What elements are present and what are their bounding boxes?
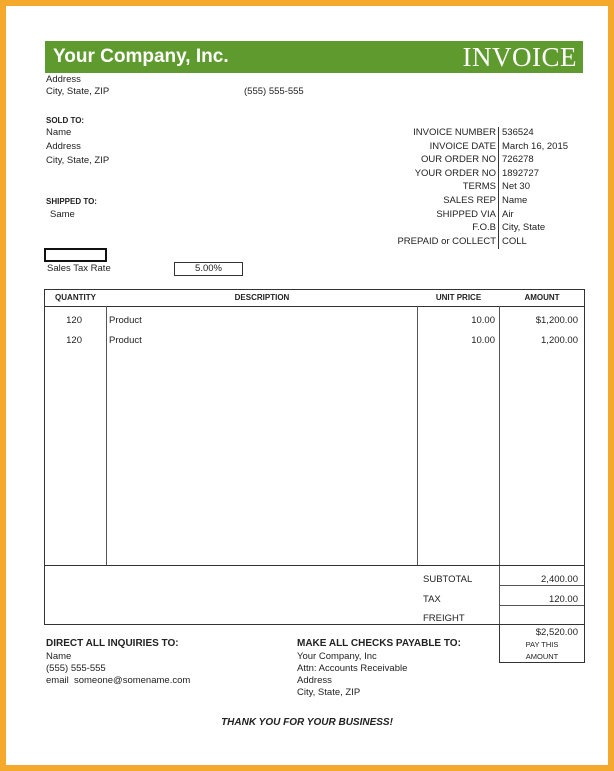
meta-label: SALES REP [443,195,496,206]
company-name: Your Company, Inc. [53,46,229,67]
inquiries-phone: (555) 555-555 [46,663,106,674]
sales-tax-label: Sales Tax Rate [47,263,111,274]
tax-value: 120.00 [548,594,578,605]
meta-label: YOUR ORDER NO [414,167,496,179]
total-box [499,624,585,663]
company-address: Address [46,74,81,85]
blank-field-box[interactable] [44,248,107,262]
sold-to-city: City, State, ZIP [46,155,110,166]
payable-attn: Attn: Accounts Receivable [297,663,408,674]
col-header-amount: AMOUNT [524,293,560,302]
payable-label: MAKE ALL CHECKS PAYABLE TO: [297,638,461,649]
company-city: City, State, ZIP [46,86,110,97]
sold-to-label: SOLD TO: [46,116,85,125]
company-phone: (555) 555-555 [244,86,304,97]
col-header-unit-price: UNIT PRICE [435,293,482,302]
col-header-description: DESCRIPTION [234,293,290,302]
sales-tax-rate-field[interactable]: 5.00% [174,262,243,276]
tax-label: TAX [423,594,441,605]
items-table [44,289,585,625]
row-unit-price: 10.00 [471,315,495,326]
payable-company: Your Company, Inc [297,651,377,662]
total-value: $2,520.00 [535,627,578,638]
inquiries-label: DIRECT ALL INQUIRIES TO: [46,638,179,649]
header-bar [45,41,583,73]
meta-value: Name [502,195,528,206]
meta-value: Air [502,208,514,220]
payable-address: Address [297,675,332,686]
sold-to-name: Name [46,127,72,138]
col-header-quantity: QUANTITY [55,293,96,302]
row-amount: 1,200.00 [541,335,578,346]
invoice-title: INVOICE [462,42,577,72]
subtotal-value: 2,400.00 [541,574,578,585]
row-quantity: 120 [66,315,82,326]
meta-label: TERMS [462,181,496,193]
subtotal-label: SUBTOTAL [423,574,473,585]
freight-label: FREIGHT [423,613,465,624]
pay-this-label: PAY THIS [525,640,559,649]
meta-label: INVOICE NUMBER [413,127,496,138]
meta-value: City, State [502,222,546,234]
inquiries-email[interactable]: email someone@somename.com [46,675,191,686]
meta-label: PREPAID or COLLECT [397,235,496,247]
inquiries-name: Name [46,651,72,662]
row-description: Product [109,315,142,326]
shipped-to-label: SHIPPED TO: [46,197,97,206]
row-quantity: 120 [66,335,82,346]
meta-value: 1892727 [502,167,539,179]
meta-label: INVOICE DATE [429,140,496,152]
meta-value: March 16, 2015 [502,140,569,152]
meta-label: OUR ORDER NO [421,154,496,166]
meta-value: 726278 [502,154,534,166]
thank-you-message: THANK YOU FOR YOUR BUSINESS! [221,717,393,728]
meta-value: COLL [502,235,527,247]
row-unit-price: 10.00 [471,335,495,346]
row-description: Product [109,335,142,346]
meta-label: F.O.B [472,222,496,234]
invoice-meta [336,127,586,249]
row-amount: $1,200.00 [535,315,578,326]
payable-city: City, State, ZIP [297,687,361,698]
meta-label: SHIPPED VIA [436,208,496,220]
sold-to-address: Address [46,141,81,152]
meta-value: Net 30 [502,181,530,193]
meta-value: 536524 [502,127,534,138]
amount-label: AMOUNT [525,652,559,661]
shipped-to-value: Same [50,209,75,220]
